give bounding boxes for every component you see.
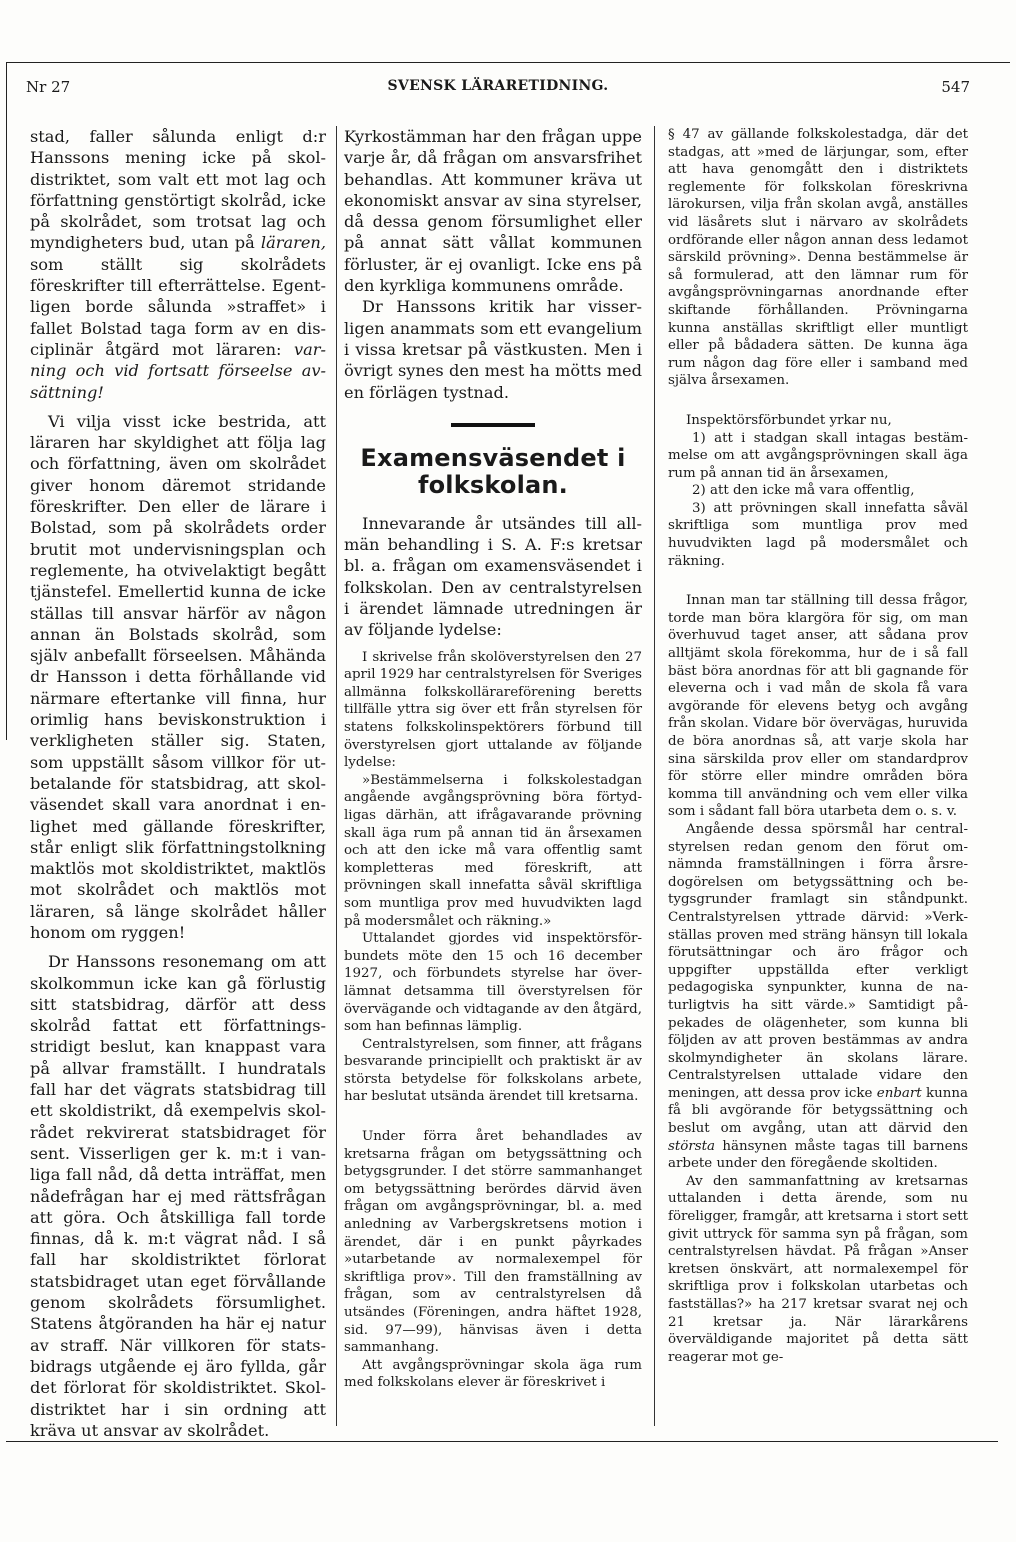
col1-p1-emphasis-a: läraren, (260, 233, 326, 253)
col2-paragraph-1: Kyrkostämman har den frågan uppe varje år, då frågan om ansvarsfrihet behandlas. Att kommuner kräva ut ekonomiskt ansvar av sina styrelser, då dessa genom försumlighet eller på annat sätt vållat kommunen förluster, är ej ovanligt. Icke ens på den kyrkliga kommunens område. (344, 127, 642, 296)
left-margin-rule (6, 62, 7, 740)
col3-list-item-2: 2) att den icke må vara offentlig, (692, 483, 915, 499)
col3-p4-text-b: kunna få bli avgörande för betygssättning och beslut om avgång, utan att därvid den (668, 1085, 968, 1137)
article-intro: Innevarande år utsändes till allmän behandling i S. A. F:s kretsar bl. a. frågan om examensväsendet i folkskolan. Den av centralstyrelsen i ärendet lämnade utredningen är av följande lydelse: (344, 513, 642, 640)
col3-paragraph-3: Innan man tar ställning till dessa frågor, torde man böra klargöra för sig, om man överhuvud taget anser, att sådana prov alltjämt skola förekomma, hur de i så fall bäst böra anordnas för att bli gagnande för eleverna och i vad mån de skola få vara avgörande för elevens betyg och avgång från skolan. Vidare bör övervägas, huruvida de böra anordnas så, att varje skola har sina särskilda prov eller om standardprov för större eller mindre områden böra komma till användning och vem eller vilka som i sådant fall böra utarbeta dem o. s. v. (668, 593, 968, 820)
section-divider (451, 423, 535, 427)
col3-paragraph-4 (668, 821, 968, 1173)
publication-title: SVENSK LÄRARETIDNING. (387, 78, 609, 94)
col2-small-paragraph-3: Uttalandet gjordes vid inspektörsförbundets möte den 15 och 16 december 1927, och förbundets styrelse har överlämnat detsamma till överstyrelsen för övervägande och vidtagande av den åtgärd, som han befinnas lämplig. (344, 931, 642, 1035)
col2-small-paragraph-1: I skrivelse från skolöverstyrelsen den 27 april 1929 har centralstyrelsen för Sveriges allmänna folkskollärareförening beretts tillfälle yttra sig över ett från styrelsen för statens folkskolinspektörers förbund till överstyrelsen gjort uttalande av följande lydelse: (344, 649, 642, 771)
article-headline: Examensväsendet i folkskolan. (360, 443, 626, 499)
col3-paragraph-5: Av den sammanfattning av kretsarnas uttalanden i detta ärende, som nu föreligger, framgår, att kretsarna i stort sett givit uttryck för samma syn på frågan, som centralstyrelsen hävdat. På frågan »Anser kretsen önskvärt, att normalexempel för skriftliga prov i folkskolan utarbetas och fastställas?» ha 217 kretsar svarat nej och 21 kretsar ja. När lärarkårens överväldigande majoritet på detta sätt reagerar mot ge- (668, 1173, 968, 1365)
col2-paragraph-2: Dr Hanssons kritik har visserligen anammats som ett evangelium i vissa kretsar på västkusten. Men i övrigt synes den mest ha mötts med en förlägen tystnad. (344, 297, 642, 402)
page-header (26, 78, 970, 102)
col2-small-paragraph-2: »Bestämmelserna i folkskolestadgan angående avgångsprövning böra förtydligas därhän, att ifrågavarande prövning skall äga rum på annan tid än årsexamen och att den icke må vara offentlig samt kompletteras med föreskrift, att prövningen skall innefatta såväl skriftliga som muntliga prov med huvudvikten lagd på modersmålet och räkning.» (344, 772, 642, 929)
col2-small-paragraph-5: Under förra året behandlades av kretsarna frågan om betygssättning och betygsgrunder. I det större sammanhanget om betygssättning berördes därvid även frågan om avgångsprövningar, bl. a. med anledning av Varbergskretsens motion i ärendet, där i en punkt påyrkades »utarbetande av normalexempel för skriftliga prov». Till den framställning av frågan, som av centralstyrelsen då utsändes (Föreningen, andra häftet 1928, sid. 97—99), hänvisas även i detta sammanhang. (344, 1129, 642, 1356)
issue-number: Nr 27 (26, 78, 71, 96)
column-3 (668, 126, 968, 1366)
col3-list-item-1: 1) att i stadgan skall intagas bestämmelse om att avgångsprövningen skall äga rum på annan tid än årsexamen, (668, 430, 968, 481)
col3-p4-text-c: hänsynen måste tagas till barnens arbete under den föregående skoltiden. (668, 1138, 968, 1172)
bottom-rule (6, 1441, 998, 1442)
col1-paragraph-2: Vi vilja visst icke bestrida, att läraren har skyldighet att följa lag och författning, även om skolrådet giver honom däremot stridande föreskrifter. Den eller de lärare i Bolstad, som på skolrådets order brutit mot undervisningsplan och reglemente, ha otvivelaktigt begått tjänstefel. Emellertid kunna de icke ställas till ansvar härför av någon annan än Bolstads skolråd, som själv anbefallt förseelsen. Måhända dr Hansson i detta förhållande vid närmare eftertanke vill finna, hur orimlig hans beviskonstruktion i verkligheten ställer sig. Staten, som uppställt såsom villkor för utbetalande för statsbidrag, att skolväsendet skall vara anordnat i enlighet med gällande föreskrifter, står enligt slik författningstolkning maktlös mot skoldistriktet, maktlös mot skolrådet och maktlös mot läraren, så länge skolrådet håller honom om ryggen! (30, 411, 326, 942)
col1-p1-emphasis-b: varning och vid fortsatt förseelse avsättning! (30, 339, 326, 402)
col1-paragraph-3: Dr Hanssons resonemang om att skolkommun icke kan gå förlustig sitt statsbidrag, därför att dess skolråd fattat ett författningsstridigt beslut, kan knappast vara på allvar framställt. I hundratals fall har det vägrats statsbidrag till ett skoldistrikt, då exempelvis skolrådet rekvirerat statsbidraget för sent. Visserligen ger k. m:t i vanliga fall nåd, då detta inträffat, men nådefrågan har ej med rättsfrågan att göra. Och åtskilliga fall torde finnas, då k. m:t vägrat nåd. I så fall har skoldistriktet förlorat statsbidraget utan eget förvållande genom skolrådets försumlighet. Statens åtgöranden ha här ej natur av straff. När villkoren för statsbidrags utgående ej äro fyllda, går det förlorat för skoldistriktet. Skoldistriktet har i sin ordning att kräva ut ansvar av skolrådet. (30, 952, 326, 1440)
col1-p1-text-a: stad, faller sålunda enligt d:r Hanssons mening icke på skoldistriktet, som valt ett mot lag och författning genstörtigt skolråd, icke på skolrådet, som trotsat lag och myndigheters bud, utan på (30, 127, 326, 253)
col3-list-item-3: 3) att prövningen skall innefatta såväl skriftliga som muntliga prov med huvudvikten lagd på modersmålet och räkning. (668, 500, 968, 569)
col3-paragraph-2: Inspektörsförbundet yrkar nu, (686, 412, 892, 428)
page-number: 547 (941, 78, 970, 96)
col3-p4-text-a: Angående dessa spörsmål har centralstyrelsen redan genom den förut omnämnda framställningen i förra årsredogörelsen om betygssättning och betygsgrunder framlagt sin ståndpunkt. Centralstyrelsen yttrade därvid: »Verkställas proven med sträng hänsyn till lokala förutsättningar och äro frågor och uppgifter uppställda efter verkligt pedagogiska synpunkter, kunna de naturligtvis ha sitt värde.» Samtidigt påpekades de olägenheter, som kunna bli följden av att proven bestämmas av andra skolmyndigheter än skolans lärare. Centralstyrelsen uttalade vidare den meningen, att dessa prov icke (668, 821, 968, 1101)
col2-small-paragraph-6: Att avgångsprövningar skola äga rum med folkskolans elever är föreskrivet i (344, 1357, 642, 1391)
column-2 (344, 126, 642, 1392)
col1-paragraph-1 (30, 126, 326, 403)
col2-small-paragraph-4: Centralstyrelsen, som finner, att frågans besvarande principiellt och praktiskt är av största betydelse för folkskolans arbete, har beslutat utsända ärendet till kretsarna. (344, 1036, 642, 1105)
col3-p4-emphasis-b: största (668, 1138, 715, 1154)
col3-p4-emphasis-a: enbart (876, 1085, 922, 1101)
col3-paragraph-1: § 47 av gällande folkskolestadga, där det stadgas, att »med de lärjungar, som, efter att hava genomgått den i distriktets reglemente för folkskolan föreskrivna lärokursen, vilja från skolan avgå, anställes vid läsårets slut i närvaro av skolrådets ordförande eller någon annan dess ledamot särskild prövning». Denna bestämmelse är så formulerad, att den lämnar rum för avgångsprövningarnas anordnande efter skiftande förhållanden. Prövningarna kunna anställas skriftligt eller muntligt eller på bådadera sätten. De kunna äga rum någon dag före eller i samband med själva årsexamen. (668, 127, 968, 389)
column-1 (30, 126, 326, 1441)
col1-p1-text-b: som ställt sig skolrådets föreskrifter till efterrättelse. Egentligen borde sålunda »straffet» i fallet Bolstad taga form av en disciplinär åtgärd mot läraren: (30, 254, 326, 359)
top-rule (6, 62, 1010, 63)
column-separator-2 (654, 126, 655, 1426)
column-separator-1 (336, 126, 337, 1426)
